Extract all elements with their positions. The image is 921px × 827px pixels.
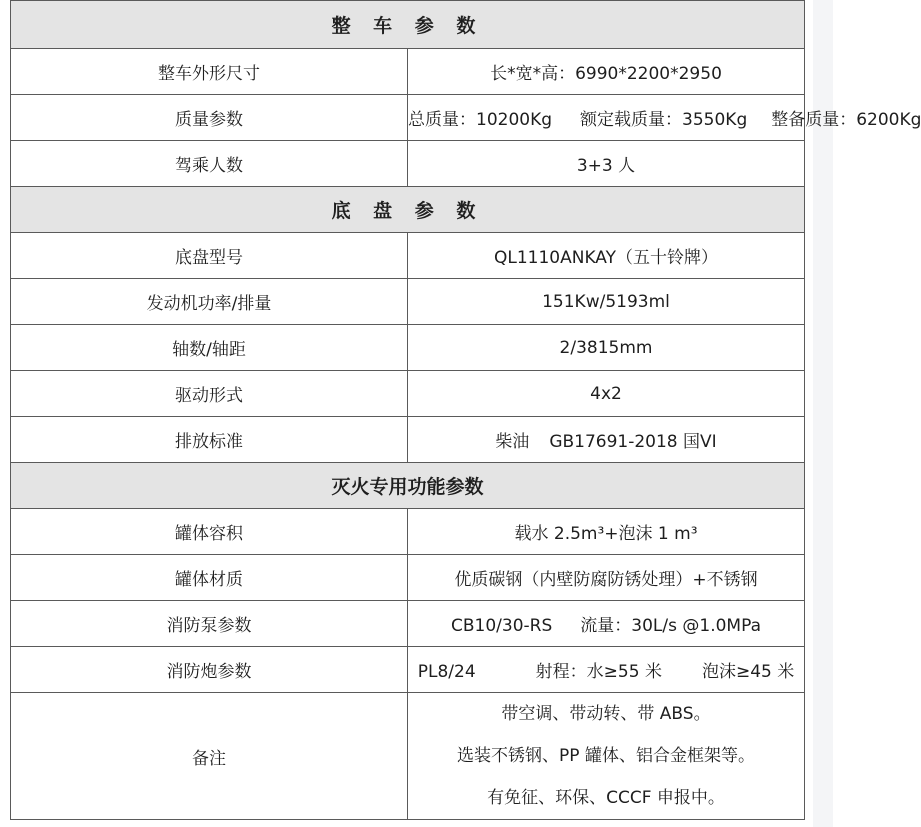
row-label-tank-volume: 罐体容积 <box>11 509 408 555</box>
table-row-monitor <box>11 647 805 693</box>
row-label-tank-material: 罐体材质 <box>11 555 408 601</box>
table-row-drive <box>11 371 805 417</box>
row-label-chassis-model: 底盘型号 <box>11 233 408 279</box>
table-row-pump <box>11 601 805 647</box>
row-label-dimensions: 整车外形尺寸 <box>11 49 408 95</box>
row-value-pump <box>408 601 805 647</box>
section-header-firefighting <box>11 463 805 509</box>
row-label-mass: 质量参数 <box>11 95 408 141</box>
row-label-pump: 消防泵参数 <box>11 601 408 647</box>
mass-total: 总质量：10200Kg <box>408 110 553 130</box>
row-label-notes: 备注 <box>11 693 408 820</box>
row-value-dimensions: 长*宽*高：6990*2200*2950 <box>408 49 805 95</box>
pump-flow: 流量：30L/s @1.0MPa <box>580 616 761 636</box>
section-header-vehicle <box>11 1 805 49</box>
section-title-vehicle: 整 车 参 数 <box>11 1 805 49</box>
row-value-notes <box>408 693 805 820</box>
table-row-chassis-model <box>11 233 805 279</box>
row-value-seats: 3+3 人 <box>408 141 805 187</box>
emission-fuel: 柴油 <box>495 432 530 452</box>
table-row-tank-material <box>11 555 805 601</box>
table-row-emission <box>11 417 805 463</box>
row-value-engine: 151Kw/5193ml <box>408 279 805 325</box>
row-value-tank-material: 优质碳钢（内壁防腐防锈处理）+不锈钢 <box>408 555 805 601</box>
row-value-monitor <box>408 647 805 693</box>
section-title-chassis: 底 盘 参 数 <box>11 187 805 233</box>
row-label-monitor: 消防炮参数 <box>11 647 408 693</box>
table-row-engine <box>11 279 805 325</box>
mass-rated: 额定载质量：3550Kg <box>580 110 748 130</box>
monitor-model: PL8/24 <box>417 662 476 682</box>
monitor-water-range: 射程：水≥55 米 <box>535 662 662 682</box>
note-line: 带空调、带动转、带 ABS。 <box>501 704 711 724</box>
row-label-drive: 驱动形式 <box>11 371 408 417</box>
emission-standard: GB17691-2018 国VI <box>549 432 717 452</box>
row-label-emission: 排放标准 <box>11 417 408 463</box>
mass-curb: 整备质量：6200Kg <box>771 110 921 130</box>
section-header-chassis <box>11 187 805 233</box>
table-row-notes <box>11 693 805 820</box>
pump-model: CB10/30-RS <box>451 616 553 636</box>
section-title-firefighting: 灭火专用功能参数 <box>11 463 805 509</box>
row-value-axles: 2/3815mm <box>408 325 805 371</box>
table-row-tank-volume <box>11 509 805 555</box>
row-value-emission <box>408 417 805 463</box>
row-label-seats: 驾乘人数 <box>11 141 408 187</box>
row-value-mass <box>408 95 921 141</box>
row-value-tank-volume: 载水 2.5m³+泡沫 1 m³ <box>408 509 805 555</box>
monitor-foam-range: 泡沫≥45 米 <box>701 662 795 682</box>
spec-table <box>10 0 921 820</box>
table-row-seats <box>11 141 805 187</box>
row-value-drive: 4x2 <box>408 371 805 417</box>
table-row-axles <box>11 325 805 371</box>
table-row-mass <box>11 95 805 141</box>
note-line: 有免征、环保、CCCF 申报中。 <box>487 788 725 808</box>
row-value-chassis-model: QL1110ANKAY（五十铃牌） <box>408 233 805 279</box>
note-line: 选装不锈钢、PP 罐体、铝合金框架等。 <box>457 746 755 766</box>
row-label-engine: 发动机功率/排量 <box>11 279 408 325</box>
row-label-axles: 轴数/轴距 <box>11 325 408 371</box>
table-row-dimensions <box>11 49 805 95</box>
